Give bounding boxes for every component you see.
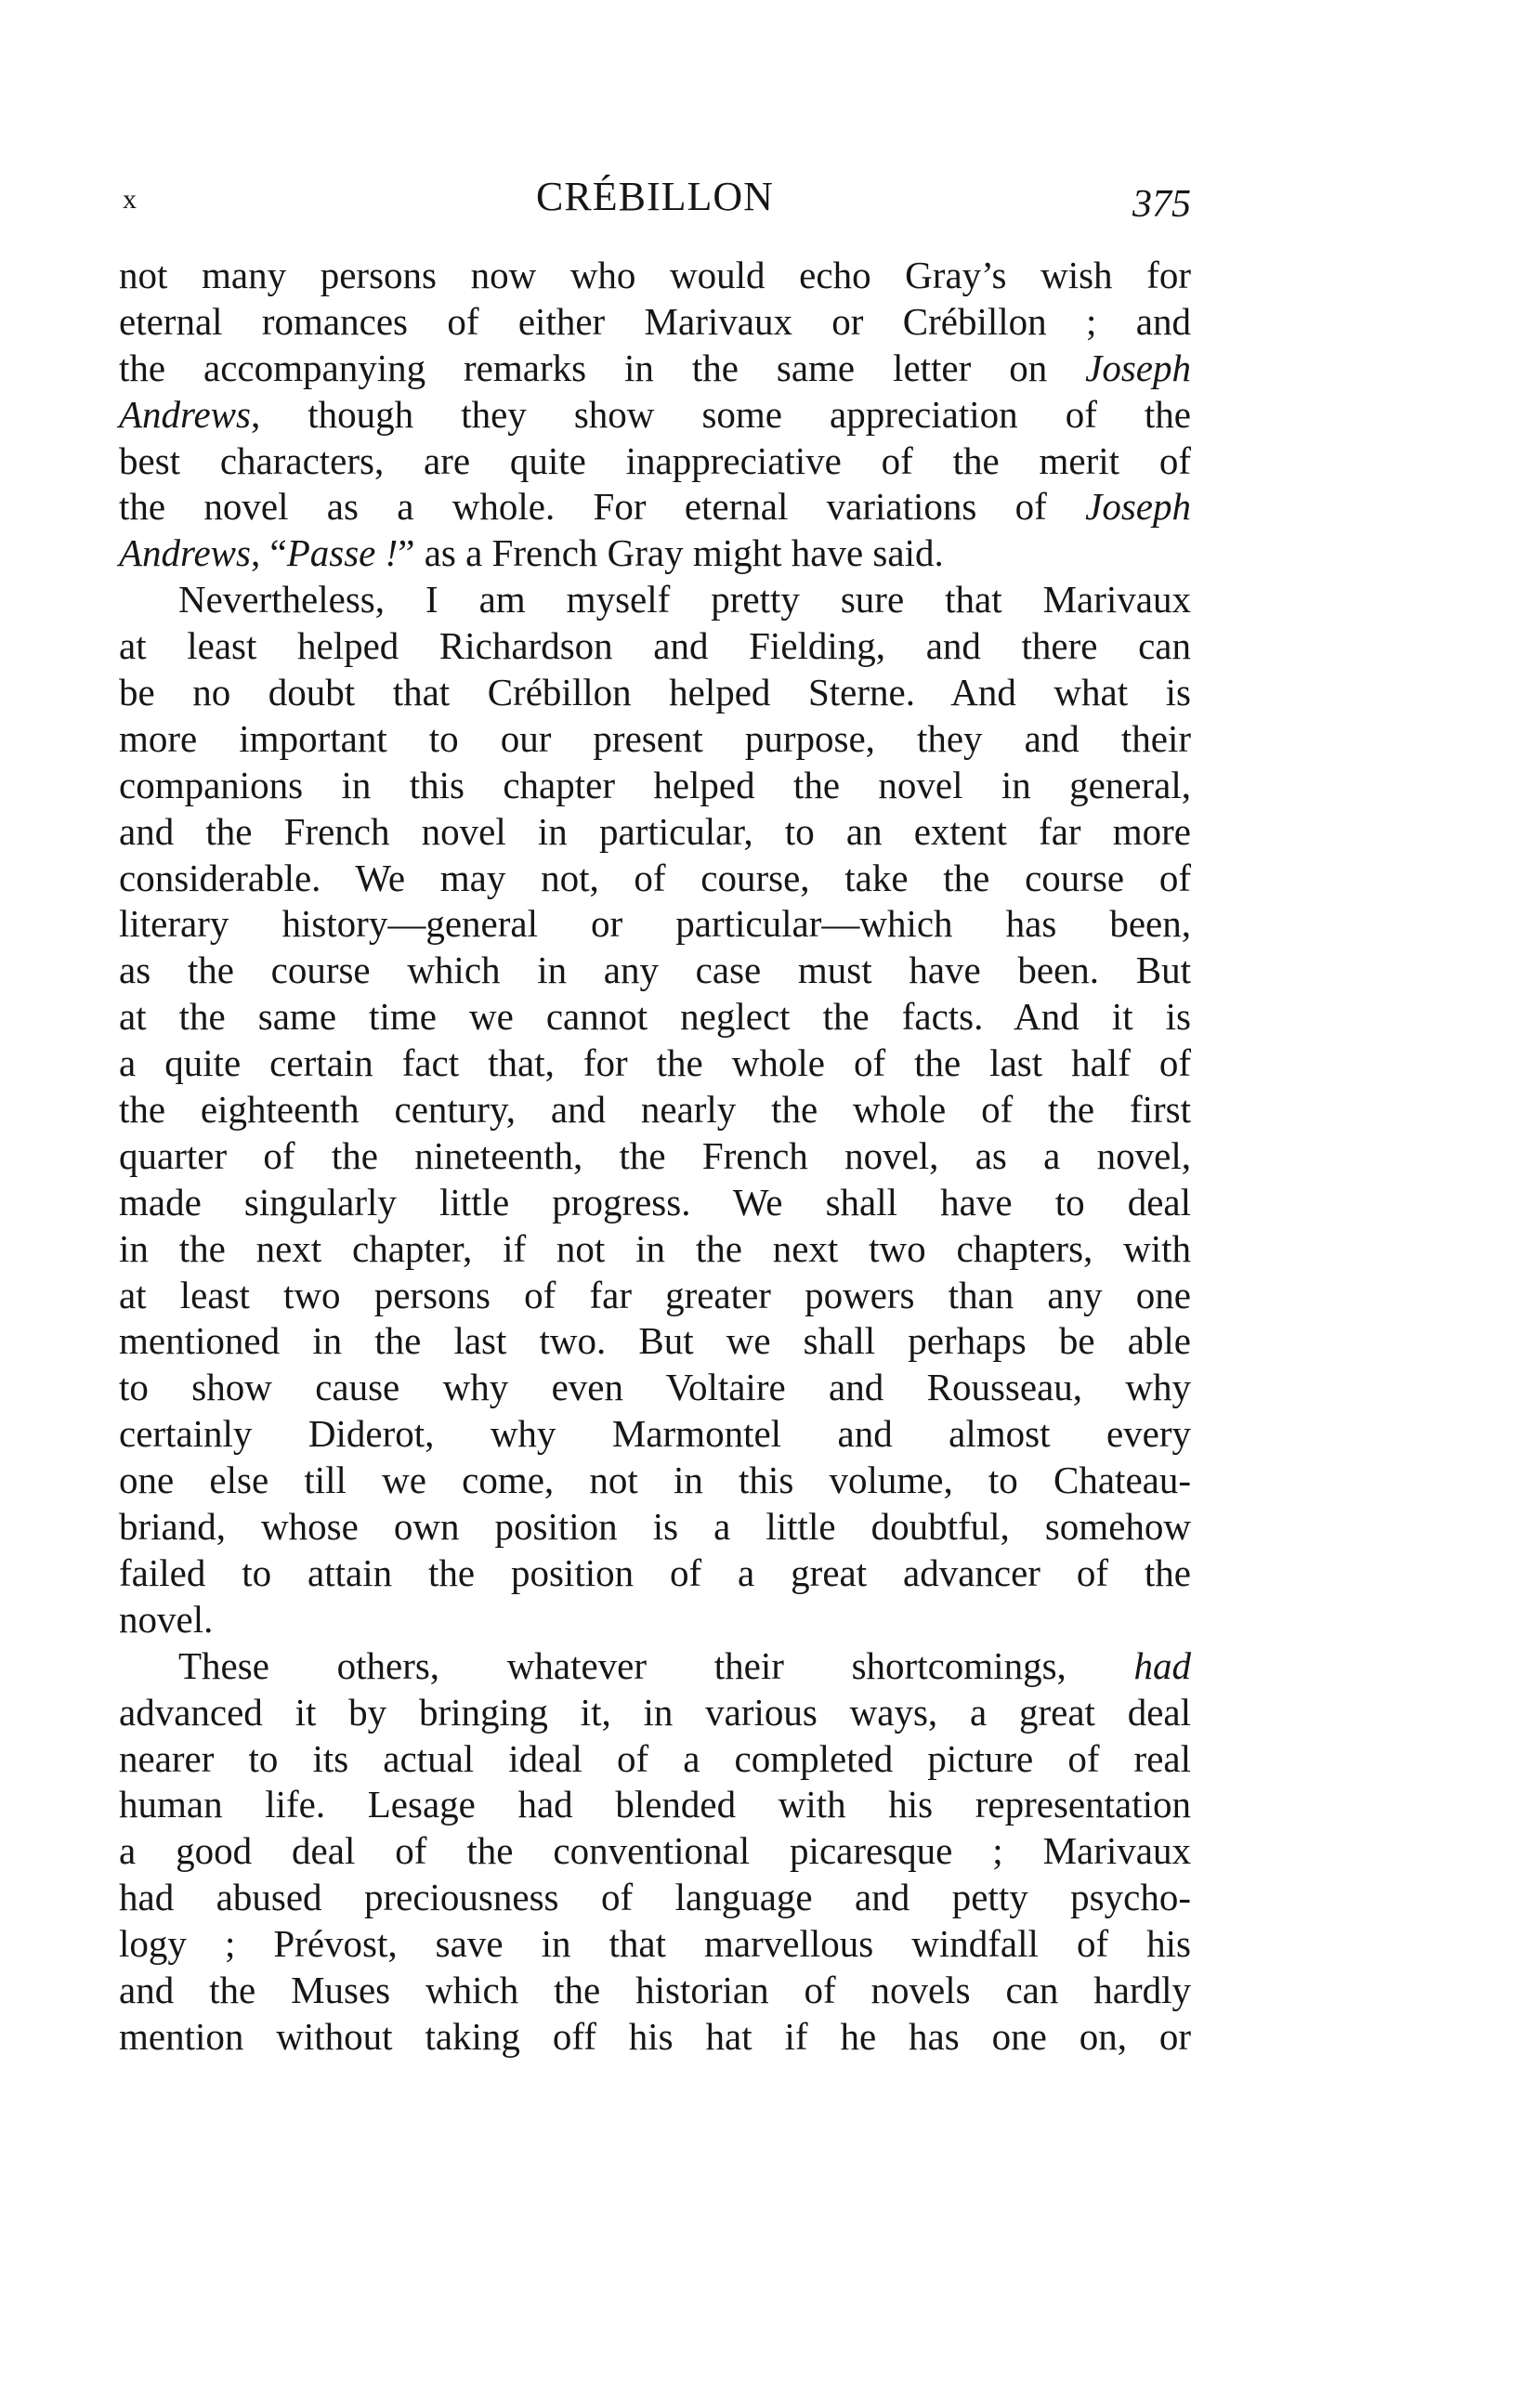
text-line — [119, 1087, 1191, 1133]
italic-text: Joseph — [1085, 485, 1191, 529]
text-segment: the novel as a whole. For eternal variations of — [119, 485, 1086, 529]
text-segment: in the next chapter, if not in the next two chapters, with — [119, 1226, 1191, 1270]
text-segment: failed to attain the position of a great advancer of the — [119, 1551, 1191, 1594]
text-line — [119, 1318, 1191, 1365]
text-segment: novel. — [119, 1597, 214, 1641]
text-segment: companions in this chapter helped the novel in general, — [119, 763, 1191, 806]
text-line — [119, 1782, 1191, 1828]
text-line — [119, 1551, 1191, 1597]
italic-text: Joseph — [1085, 346, 1191, 389]
text-line — [119, 1921, 1191, 1968]
text-segment: at least helped Richardson and Fielding, and there can — [119, 624, 1191, 668]
text-segment: advanced it by bringing it, in various ways, a great deal — [119, 1690, 1191, 1734]
text-line — [119, 2014, 1191, 2061]
text-line — [119, 856, 1191, 902]
text-line — [119, 253, 1191, 299]
running-title: CRÉBILLON — [536, 174, 774, 219]
text-line — [119, 670, 1191, 716]
text-segment: more important to our present purpose, they and their — [119, 716, 1191, 760]
text-line — [119, 1458, 1191, 1504]
text-segment: certainly Diderot, why Marmontel and almost every — [119, 1412, 1191, 1456]
text-segment: mentioned in the last two. But we shall perhaps be able — [119, 1319, 1191, 1363]
text-line — [119, 623, 1191, 670]
signature-mark: x — [123, 184, 137, 215]
text-line — [119, 1133, 1191, 1180]
text-segment: a quite certain fact that, for the whole of the last half of — [119, 1041, 1191, 1085]
text-segment: and the French novel in particular, to an extent far more — [119, 809, 1191, 853]
italic-text: Passe ! — [286, 531, 399, 575]
text-line — [119, 1690, 1191, 1736]
text-line — [119, 1968, 1191, 2014]
text-segment: best characters, are quite inappreciative of the merit of — [119, 438, 1191, 482]
text-segment: nearer to its actual ideal of a completed picture of real — [119, 1736, 1191, 1780]
text-segment: the eighteenth century, and nearly the whole of the first — [119, 1088, 1191, 1132]
text-line — [119, 1411, 1191, 1458]
text-segment: the accompanying remarks in the same letter on — [119, 346, 1086, 389]
text-line — [119, 438, 1191, 485]
text-line — [119, 1504, 1191, 1551]
italic-text: Andrews — [119, 392, 251, 436]
text-line — [119, 1273, 1191, 1319]
text-segment: , though they show some appreciation of the — [250, 392, 1191, 436]
text-line — [119, 901, 1191, 948]
text-line — [119, 1226, 1191, 1273]
text-line — [119, 299, 1191, 346]
page-number: 375 — [1132, 183, 1191, 226]
text-segment: literary history—general or particular—which has been, — [119, 902, 1191, 946]
text-segment: be no doubt that Crébillon helped Sterne. And what is — [119, 671, 1191, 714]
text-line — [119, 346, 1191, 392]
text-line — [119, 1875, 1191, 1921]
text-segment: Nevertheless, I am myself pretty sure that Marivaux — [178, 578, 1191, 622]
text-line — [119, 577, 1191, 623]
text-segment: , “ — [250, 531, 287, 575]
text-line — [119, 484, 1191, 530]
text-segment: human life. Lesage had blended with his representation — [119, 1783, 1191, 1826]
body-text — [119, 253, 1191, 2061]
text-line — [119, 1040, 1191, 1087]
text-segment: briand, whose own position is a little doubtful, somehow — [119, 1505, 1191, 1549]
text-line — [119, 530, 1191, 577]
text-segment: one else till we come, not in this volume, to Chateau- — [119, 1459, 1191, 1502]
text-segment: mention without taking off his hat if he has one on, or — [119, 2014, 1191, 2058]
text-line — [119, 948, 1191, 994]
text-segment: ” as a French Gray might have said. — [398, 531, 944, 575]
text-line — [119, 392, 1191, 438]
text-segment: as the course which in any case must have been. But — [119, 949, 1191, 992]
text-segment: logy ; Prévost, save in that marvellous windfall of his — [119, 1922, 1191, 1966]
text-line — [119, 1365, 1191, 1411]
text-segment: a good deal of the conventional picaresque ; Marivaux — [119, 1829, 1191, 1873]
text-segment: considerable. We may not, of course, take the course of — [119, 856, 1191, 899]
text-line — [119, 1643, 1191, 1690]
text-segment: made singularly little progress. We shall have to deal — [119, 1180, 1191, 1224]
text-segment: quarter of the nineteenth, the French novel, as a novel, — [119, 1133, 1191, 1177]
text-segment: to show cause why even Voltaire and Rousseau, why — [119, 1366, 1191, 1409]
text-line — [119, 809, 1191, 856]
text-segment: and the Muses which the historian of novels can hardly — [119, 1968, 1191, 2011]
italic-text: Andrews — [119, 531, 251, 575]
text-line — [119, 994, 1191, 1040]
text-line — [119, 1736, 1191, 1783]
text-segment: not many persons now who would echo Gray’s wish for — [119, 254, 1191, 296]
text-segment: eternal romances of either Marivaux or Crébillon ; and — [119, 299, 1191, 343]
text-line — [119, 716, 1191, 763]
text-line — [119, 1597, 1191, 1643]
text-line — [119, 1180, 1191, 1226]
text-segment: at the same time we cannot neglect the facts. And it is — [119, 995, 1191, 1039]
italic-text: had — [1133, 1643, 1191, 1687]
text-segment: at least two persons of far greater powers than any one — [119, 1273, 1191, 1316]
text-segment: These others, whatever their shortcomings, — [178, 1643, 1134, 1687]
text-line — [119, 763, 1191, 809]
text-line — [119, 1828, 1191, 1875]
text-segment: had abused preciousness of language and petty psycho- — [119, 1876, 1191, 1919]
running-header — [119, 173, 1191, 225]
